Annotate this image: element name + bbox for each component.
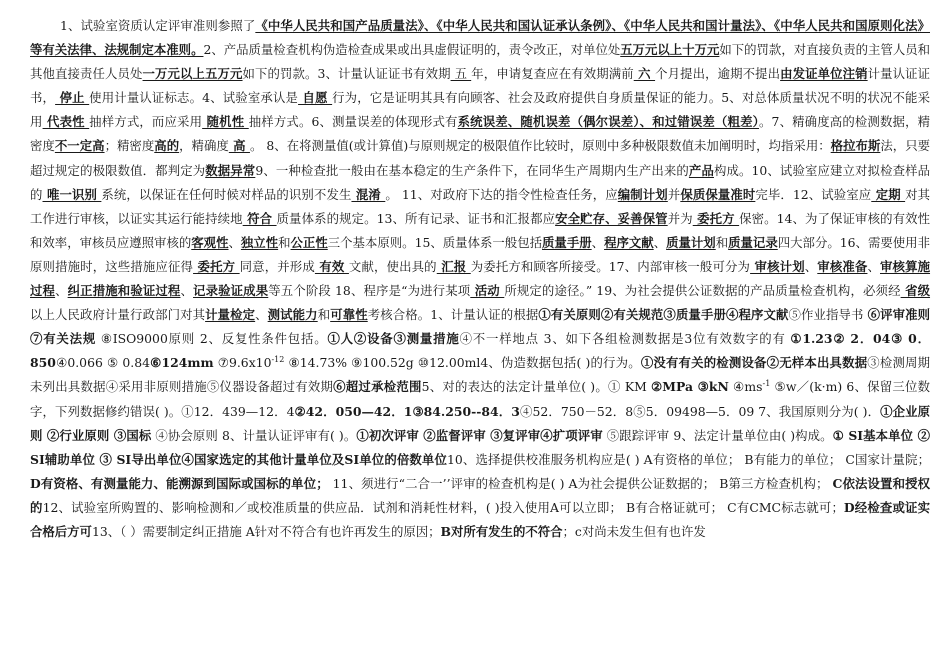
text-span: ⑤跟踪评审 9、法定计量单位由( )构成。 [602, 427, 833, 443]
answer-blank: 停止 [55, 90, 90, 106]
text-span: 11、须进行“二合一’’评审的检查机构是( ) A为社会提供公证数据的； B第三方检查机构； [328, 475, 833, 491]
answer-blank: 编制计划 [617, 186, 668, 202]
text-span: 和 [278, 234, 291, 250]
answer-blank: 由发证单位注销 [780, 66, 868, 82]
text-span: 保密。14、为了保证审核的有效性和效率，审核员应遵照审核的 [30, 210, 930, 250]
text-span: ⑤w／(k·m) 6、保留三位数字，下列数据修约错误( )。①12．439—12．4 [30, 379, 931, 419]
text-span: 完毕．12、试验室应 [755, 186, 872, 202]
text-span: 构成。10、试验室应建立对拟检查样品的 [30, 162, 931, 202]
answer-blank: 计量检定 [205, 307, 256, 323]
text-span: 三个基本原则。15、质量体系一般包括 [327, 234, 543, 250]
text-span: 12、试验室所购置的、影响检测和／或校准质量的供应品．试剂和消耗性材料，( )投入使用A可以立即； B有合格证就可； C有CMC标志就可； [42, 499, 844, 515]
answer-blank: 随机性 [202, 114, 249, 130]
answer-blank: 质量手册 [542, 234, 592, 250]
answer-blank: 测试能力 [267, 307, 318, 323]
text-span: 文献，使出具的 [348, 258, 437, 274]
text-span: 个月提出，逾期不提出 [655, 66, 781, 82]
text-span: ④0.066 ⑤ 0.84 [55, 355, 150, 371]
text-span: ⑦9.6x10 [213, 355, 272, 371]
text-span: 并 [667, 186, 681, 202]
text-span: ，精确度 [179, 138, 229, 154]
answer-blank: 活动 [470, 283, 505, 299]
text-span: ⑤作业指导书 [788, 307, 868, 323]
answer-blank: 公正性 [290, 234, 328, 250]
answer-blank: 格拉布斯 [830, 138, 881, 154]
text-span: 。 8、在将测量值(或计算值)与原则规定的极限值作比较时，原则中多种极限数值未加阐明时，均指采用： [249, 138, 831, 154]
text-span: 和 [715, 234, 729, 250]
superscript: -12 [271, 355, 285, 365]
answer-blank: 省级 [900, 283, 931, 299]
text-span: 法，只要超过规定的极限数值．都判定为 [30, 138, 931, 178]
text-span: 、 [591, 234, 605, 250]
answer-blank: 保质保量准时 [680, 186, 756, 202]
text-span: 、 [228, 234, 241, 250]
answer-blank: 记录验证成果 [193, 283, 269, 299]
answer-bold: ①没有有关的检测设备②无样本出具数据 [640, 355, 868, 371]
text-span: 考核合格。1、计量认证的根据 [367, 307, 539, 323]
answer-blank: 混淆 [351, 186, 386, 202]
answer-blank: 一万元以上五万元 [142, 66, 243, 82]
answer-blank: 纠正措施和验证过程 [67, 283, 181, 299]
answer-blank: 独立性 [240, 234, 279, 250]
answer-blank: 五 [450, 66, 472, 82]
text-span: 、 [255, 307, 268, 323]
text-span: 四大部分。16、需要使用非原则措施时，这些措施应征得 [30, 234, 930, 274]
text-span: 。7、精确度高的检测数据，精密度 [30, 114, 931, 154]
answer-blank: 不一定高 [54, 138, 105, 154]
answer-blank: 有效 [314, 258, 349, 274]
answer-bold: B对所有发生的不符合 [440, 523, 563, 539]
answer-bold: ①企业原则 ②行业原则 ③国标 [30, 403, 930, 443]
answer-bold: ②MPa ③kN [650, 379, 729, 395]
text-span: 质量体系的规定。13、所有记录、证书和汇报都应 [276, 210, 556, 226]
text-span: ；c对尚未发生但有也许发 [562, 523, 706, 539]
text-span: 如下的罚款。3、计量认证证书有效期 [242, 66, 451, 82]
superscript: -1 [762, 379, 771, 389]
text-span: 、 [653, 234, 667, 250]
text-span: ；精密度 [104, 138, 155, 154]
answer-blank: 系统误差、随机误差（偶尔误差）、和过错误差（粗差） [457, 114, 759, 130]
text-span: ④协会原则 8、计量认证评审有( )。 [151, 427, 357, 443]
answer-blank: 《中华人民共和国产品质量法》、《中华人民共和国认证承认条例》、《中华人民共和国计量法》、《中华人民共和国原则化法》等有关法律、法规制定本准则。 [30, 18, 930, 58]
text-span: 年，申请复查应在有效期满前 [471, 66, 634, 82]
text-span: 为委托方和顾客所接受。17、内部审核一般可分为 [470, 258, 751, 274]
text-span: 1、试验室资质认定评审准则参照了 [60, 18, 256, 33]
answer-blank: 质量记录 [728, 234, 778, 250]
answer-blank: 审核计划 [750, 258, 805, 274]
answer-bold: C依法设置和授权的 [30, 475, 930, 515]
text-span: 计量认证证书， [30, 66, 931, 106]
text-span: 、 [180, 283, 194, 299]
answer-bold: ②42．050—42．1③84.250--84．3 [294, 403, 520, 419]
text-span: 所规定的途径。” 19、为社会提供公证数据的产品质量检查机构，必须经 [504, 283, 901, 299]
text-span: ③检测周期未列出具数据④采用非原则措施⑤仪器设备超过有效期 [30, 355, 930, 395]
answer-blank: 委托方 [193, 258, 240, 274]
answer-blank: 六 [633, 66, 656, 82]
answer-bold: ⑥评审准则 ⑦有关法规 [30, 307, 931, 347]
answer-blank: 委托方 [692, 210, 740, 226]
text-span: 5、对的表达的法定计量单位( )。① KM [421, 379, 651, 395]
text-span: 等五个阶段 18、程序是“为进行某项 [268, 283, 471, 299]
text-span: 和 [317, 307, 331, 323]
answer-bold: ⑥124mm [149, 355, 214, 371]
text-span: 行为，它是证明其具有向顾客、社会及政府提供自身质量保证的能力。5、对总体质量状况不明的状况不能采用 [30, 90, 930, 130]
text-span: 、 [804, 258, 818, 274]
text-span: 使用计量认证标志。4、试验室承认是 [89, 90, 299, 106]
answer-bold: ⑥超过承检范围 [333, 379, 422, 395]
answer-blank: 唯一识别 [42, 186, 102, 202]
answer-blank: 符合 [242, 210, 277, 226]
text-span: 并为 [667, 210, 693, 226]
text-span: 9、一种检查批一般由在基本稳定的生产条件下，在同华生产周期内生产出来的 [255, 162, 689, 178]
answer-blank: 质量计划 [666, 234, 716, 250]
answer-blank: 定期 [871, 186, 906, 202]
text-span: 抽样方式。6、测量误差的体现形式有 [248, 114, 458, 130]
answer-bold: D有资格、有测量能力、能溯源到国际或国标的单位； [30, 475, 329, 491]
text-span: ④ms [728, 379, 763, 395]
answer-blank: 可靠性 [330, 307, 368, 323]
text-span: ⑧ISO9000原则 2、反复性条件包括。 [96, 331, 328, 347]
answer-blank: 五万元以上十万元 [620, 42, 720, 58]
text-span: 同意，并形成 [239, 258, 315, 274]
answer-blank: 审核算施过程 [30, 258, 931, 299]
answer-blank: 产品 [688, 162, 714, 178]
answer-blank: 审核准备 [817, 258, 868, 274]
text-span: ④不一样地点 3、如下各组检测数据是3位有效数字的有 [459, 331, 791, 347]
answer-bold: D经检查或证实合格后方可 [30, 499, 931, 539]
text-span: 、 [867, 258, 880, 274]
text-span: 抽样方式，而应采用 [89, 114, 203, 130]
text-span: 2、产品质量检查机构伪造检查成果或出具虚假证明的，责令改正，对单位处 [203, 42, 621, 58]
answer-blank: 安全贮存、妥善保管 [555, 210, 668, 226]
answer-blank: 程序文献 [604, 234, 654, 250]
answer-blank: 汇报 [436, 258, 471, 274]
text-span: 如下的罚款，对直接负责的主管人员和其他直接责任人员处 [30, 42, 931, 82]
answer-blank: 客观性 [191, 234, 229, 250]
text-span: 10、选择提供校准服务机构应是( ) A有资格的单位； B有能力的单位； C国家计量院； [447, 451, 930, 467]
answer-bold: ①有关原则②有关规范③质量手册④程序文献 [538, 307, 789, 323]
answer-bold: ①人②设备③测量措施 [327, 331, 460, 347]
text-span: 以上人民政府计量行政部门对其 [30, 307, 206, 323]
answer-blank: 自愿 [298, 90, 333, 106]
answer-bold: ①初次评审 ②监督评审 ③复评审④扩项评审 [356, 427, 603, 443]
answer-blank: 高 [228, 138, 250, 154]
text-span: 系统，以保证在任何时候对样品的识别不发生 [101, 186, 352, 202]
answer-blank: 数据异常 [205, 162, 256, 178]
text-span: 、 [55, 283, 68, 299]
answer-blank: 高的 [154, 138, 180, 154]
exam-notes-paragraph [30, 14, 930, 544]
text-span: 。 11、对政府下达的指令性检查任务，应 [385, 186, 618, 202]
answer-blank: 代表性 [42, 114, 90, 130]
text-span: 13、（ ）需要制定纠正措施 A针对不符合有也许再发生的原因； [91, 523, 441, 539]
answer-bold: ①1.23② 2．04③ 0．850 [30, 331, 930, 371]
text-span: 对其工作进行审核，以证实其运行能持续地 [30, 186, 931, 226]
text-span: ⑧14.73% ⑨100.52g ⑩12.00ml4、伪造数据包括( )的行为。 [284, 355, 641, 371]
answer-bold: ① SI基本单位 ② SI辅助单位 ③ SI导出单位④国家选定的其他计量单位及SI单位的倍数单位 [30, 427, 930, 467]
text-span: ④52．750－52．8⑤5．09498—5．09 7、我国原则分为( )． [519, 403, 881, 419]
